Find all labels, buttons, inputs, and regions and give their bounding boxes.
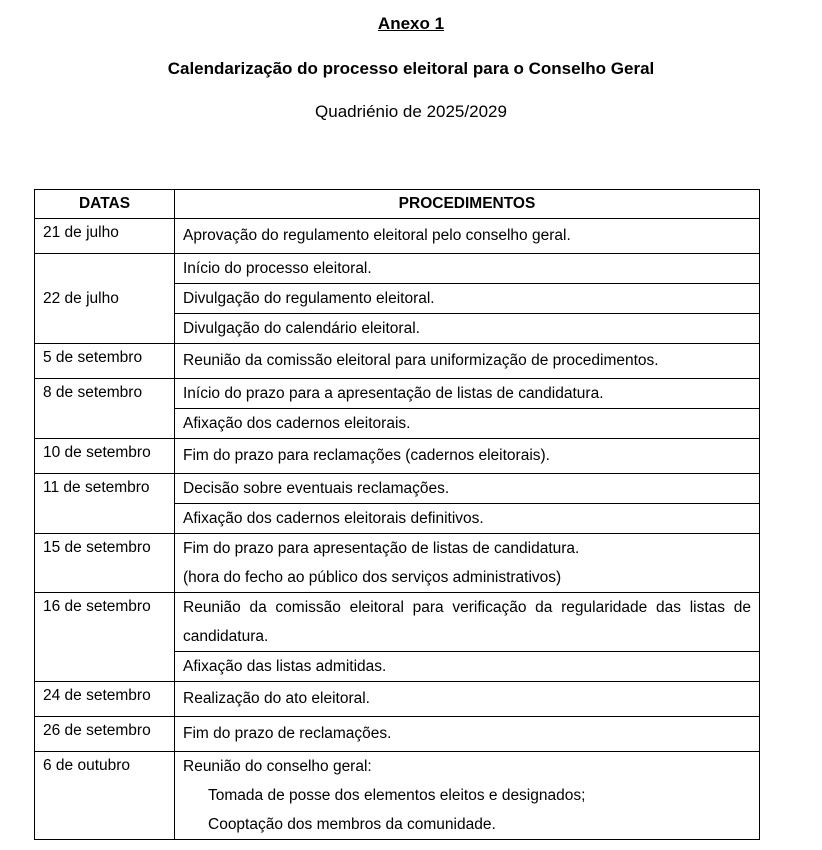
procedure-cell: Realização do ato eleitoral.	[175, 682, 760, 717]
procedure-cell: Início do processo eleitoral.	[175, 254, 760, 284]
table-row	[35, 379, 760, 409]
election-schedule-table	[34, 189, 760, 840]
date-cell: 26 de setembro	[35, 717, 175, 752]
procedure-cell	[175, 534, 760, 593]
annex-label: Anexo 1	[377, 14, 445, 33]
table-row	[35, 439, 760, 474]
document-title: Calendarização do processo eleitoral para o Conselho Geral	[167, 59, 655, 78]
table-row	[35, 717, 760, 752]
procedure-cell: Reunião da comissão eleitoral para uniformização de procedimentos.	[175, 344, 760, 379]
table-row	[35, 254, 760, 284]
procedure-cell: Afixação das listas admitidas.	[175, 652, 760, 682]
date-cell: 6 de outubro	[35, 752, 175, 840]
date-cell: 22 de julho	[35, 254, 175, 344]
date-cell: 5 de setembro	[35, 344, 175, 379]
procedure-cell: Afixação dos cadernos eleitorais definitivos.	[175, 504, 760, 534]
procedure-cell: Fim do prazo para reclamações (cadernos eleitorais).	[175, 439, 760, 474]
procedure-line: Reunião do conselho geral:	[183, 758, 372, 775]
procedure-cell: Divulgação do regulamento eleitoral.	[175, 284, 760, 314]
procedure-subitem: Tomada de posse dos elementos eleitos e designados;	[208, 787, 586, 804]
date-cell: 21 de julho	[35, 219, 175, 254]
procedure-cell: Reunião da comissão eleitoral para verificação da regularidade das listas de candidatura.	[175, 593, 760, 652]
procedure-subitem: Cooptação dos membros da comunidade.	[208, 816, 496, 833]
procedure-cell	[175, 752, 760, 840]
table-row	[35, 474, 760, 504]
table-row	[35, 752, 760, 840]
table-header-row	[35, 190, 760, 219]
procedure-line: Fim do prazo para apresentação de listas de candidatura.	[183, 540, 580, 557]
column-header-dates: DATAS	[35, 190, 175, 219]
table-row	[35, 593, 760, 652]
date-cell: 11 de setembro	[35, 474, 175, 534]
date-cell: 15 de setembro	[35, 534, 175, 593]
date-cell: 10 de setembro	[35, 439, 175, 474]
date-cell: 8 de setembro	[35, 379, 175, 439]
annex-heading	[0, 14, 822, 34]
procedure-cell: Fim do prazo de reclamações.	[175, 717, 760, 752]
table-row	[35, 219, 760, 254]
procedure-cell: Início do prazo para a apresentação de listas de candidatura.	[175, 379, 760, 409]
table-row	[35, 682, 760, 717]
procedure-cell: Decisão sobre eventuais reclamações.	[175, 474, 760, 504]
date-cell: 24 de setembro	[35, 682, 175, 717]
table-row	[35, 534, 760, 593]
date-cell: 16 de setembro	[35, 593, 175, 682]
document-subtitle: Quadriénio de 2025/2029	[315, 102, 507, 121]
table-row	[35, 344, 760, 379]
procedure-note: (hora do fecho ao público dos serviços administrativos)	[183, 569, 562, 586]
column-header-procedures: PROCEDIMENTOS	[175, 190, 760, 219]
procedure-cell: Aprovação do regulamento eleitoral pelo conselho geral.	[175, 219, 760, 254]
procedure-cell: Divulgação do calendário eleitoral.	[175, 314, 760, 344]
procedure-cell: Afixação dos cadernos eleitorais.	[175, 409, 760, 439]
